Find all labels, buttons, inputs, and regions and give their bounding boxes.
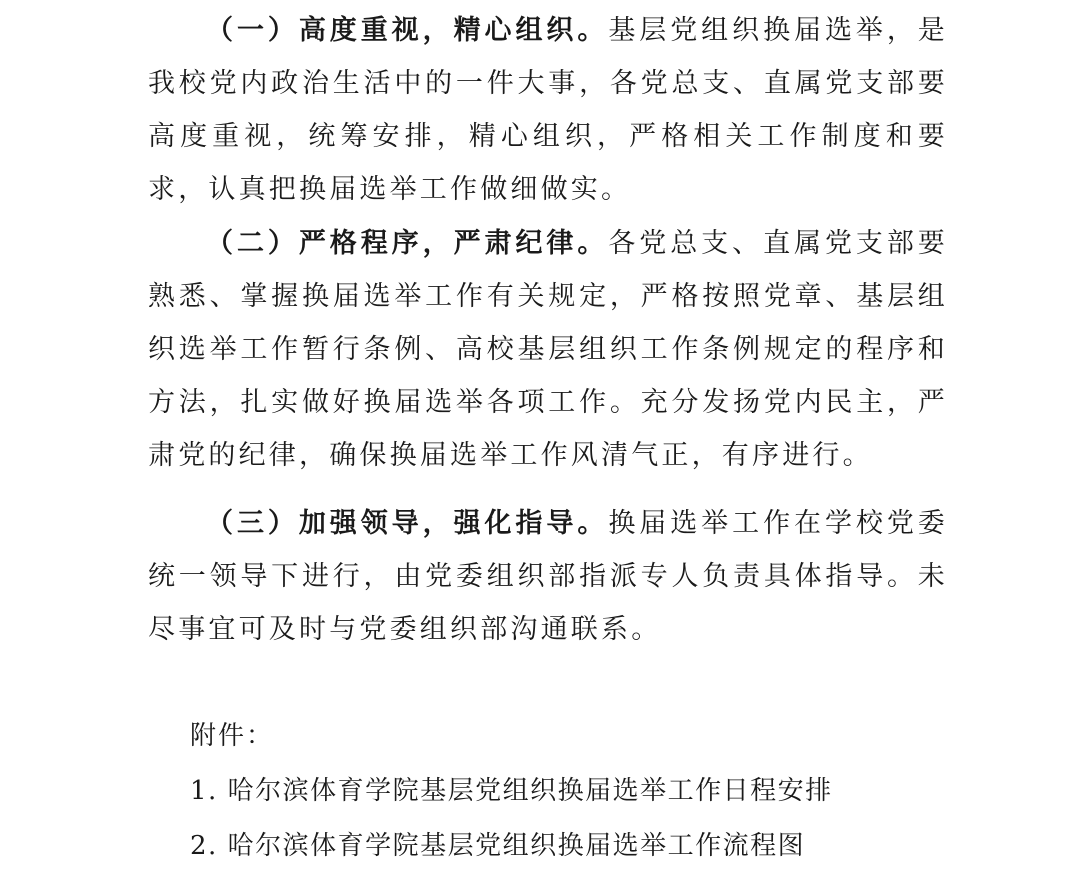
section-heading-1: （一）高度重视，精心组织。 [206,15,609,46]
section-body-3: 换届选举工作在学校党委统一领导下进行，由党委组织部指派专人负责具体指导。未尽事宜可及时与党委组织部沟通联系。 [148,508,949,645]
section-heading-2: （二）严格程序，严肃纪律。 [206,228,609,259]
attachment-item-1: 1. 哈尔滨体育学院基层党组织换届选举工作日程安排 [190,776,833,806]
section-body-1: 基层党组织换届选举，是我校党内政治生活中的一件大事，各党总支、直属党支部要高度重视，统筹安排，精心组织，严格相关工作制度和要求，认真把换届选举工作做细做实。 [148,15,949,205]
section-paragraph-3 [148,497,948,656]
attachment-item-2: 2. 哈尔滨体育学院基层党组织换届选举工作流程图 [190,831,806,861]
section-paragraph-2 [148,217,948,482]
section-paragraph-1 [148,4,948,216]
section-heading-3: （三）加强领导，强化指导。 [206,508,609,539]
section-body-2: 各党总支、直属党支部要熟悉、掌握换届选举工作有关规定，严格按照党章、基层组织选举工作暂行条例、高校基层组织工作条例规定的程序和方法，扎实做好换届选举各项工作。充分发扬党内民主，严肃党的纪律，确保换届选举工作风清气正，有序进行。 [148,228,949,471]
attachments-title: 附件： [190,721,275,751]
